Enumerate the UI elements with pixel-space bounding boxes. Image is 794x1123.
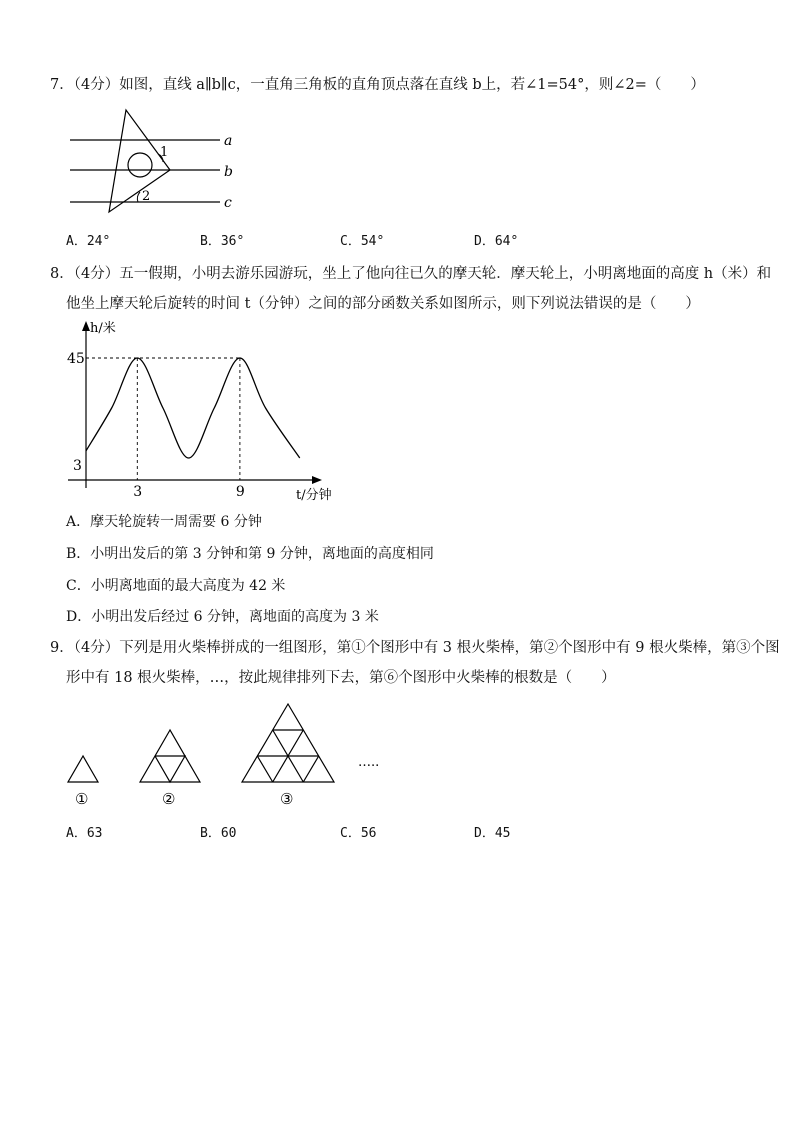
q7-figure	[60, 104, 260, 222]
q7-option-a: A．24°	[66, 234, 111, 249]
ellipsis: …..	[358, 755, 380, 770]
y-axis-label: h/米	[90, 321, 116, 336]
figure3-label: ③	[280, 790, 294, 808]
q9-option-c: C．56	[340, 826, 377, 841]
triangle-hole	[128, 153, 152, 177]
x-axis-arrow	[312, 476, 322, 484]
y-axis-arrow	[82, 321, 90, 331]
angle1-label: 1	[160, 145, 169, 160]
q7-option-c: C．54°	[340, 234, 385, 249]
q8-stem-line1: 8．（4分）五一假期，小明去游乐园游玩，坐上了他向往已久的摩天轮．摩天轮上，小明离地面的高度 h（米）和	[50, 266, 772, 282]
q8-option-c: C．小明离地面的最大高度为 42 米	[66, 578, 286, 594]
figure3-diag4	[303, 756, 318, 782]
q7-option-d: D．64°	[474, 234, 519, 249]
y-tick-label-45: 45	[67, 351, 85, 367]
q7-option-b: B．36°	[200, 234, 245, 249]
figure3-outer	[242, 704, 334, 782]
q9-option-b: B．60	[200, 826, 237, 841]
figure2-inner	[155, 756, 185, 782]
line-a-label: a	[224, 133, 233, 149]
line-b-label: b	[224, 164, 233, 180]
triangle-ruler	[109, 110, 170, 212]
figure2-label: ②	[162, 790, 176, 808]
q7-stem: 7．（4分）如图，直线 a∥b∥c，一直角三角板的直角顶点落在直线 b上，若∠1=54°，则∠2=（ ）	[50, 77, 705, 93]
q8-option-a: A．摩天轮旋转一周需要 6 分钟	[66, 514, 262, 530]
angle2-label: 2	[142, 189, 151, 204]
x-tick-label-3: 3	[133, 484, 143, 500]
x-tick-label-9: 9	[235, 484, 245, 500]
figure1-triangle	[68, 756, 98, 782]
x-axis-label: t/分钟	[296, 488, 332, 503]
matchstick-figures	[60, 700, 400, 810]
figure1-label: ①	[75, 790, 89, 808]
height-time-chart	[60, 318, 360, 503]
q9-stem-line2: 形中有 18 根火柴棒，…，按此规律排列下去，第⑥个图形中火柴棒的根数是（ ）	[66, 670, 616, 686]
angle2-arc	[137, 192, 140, 202]
figure3-diag3	[257, 756, 272, 782]
q9-stem-line1: 9．（4分）下列是用火柴棒拼成的一组图形，第①个图形中有 3 根火柴棒，第②个图形中有 9 根火柴棒，第③个图	[50, 640, 780, 656]
line-c-label: c	[224, 195, 232, 211]
q9-option-a: A．63	[66, 826, 103, 841]
q9-option-d: D．45	[474, 826, 511, 841]
q8-option-d: D．小明出发后经过 6 分钟，离地面的高度为 3 米	[66, 609, 379, 625]
y-tick-label-3: 3	[73, 458, 82, 474]
height-curve	[86, 358, 300, 458]
q8-option-b: B．小明出发后的第 3 分钟和第 9 分钟，离地面的高度相同	[66, 546, 434, 562]
q8-stem-line2: 他坐上摩天轮后旋转的时间 t（分钟）之间的部分函数关系如图所示，则下列说法错误的是（ ）	[66, 296, 700, 312]
